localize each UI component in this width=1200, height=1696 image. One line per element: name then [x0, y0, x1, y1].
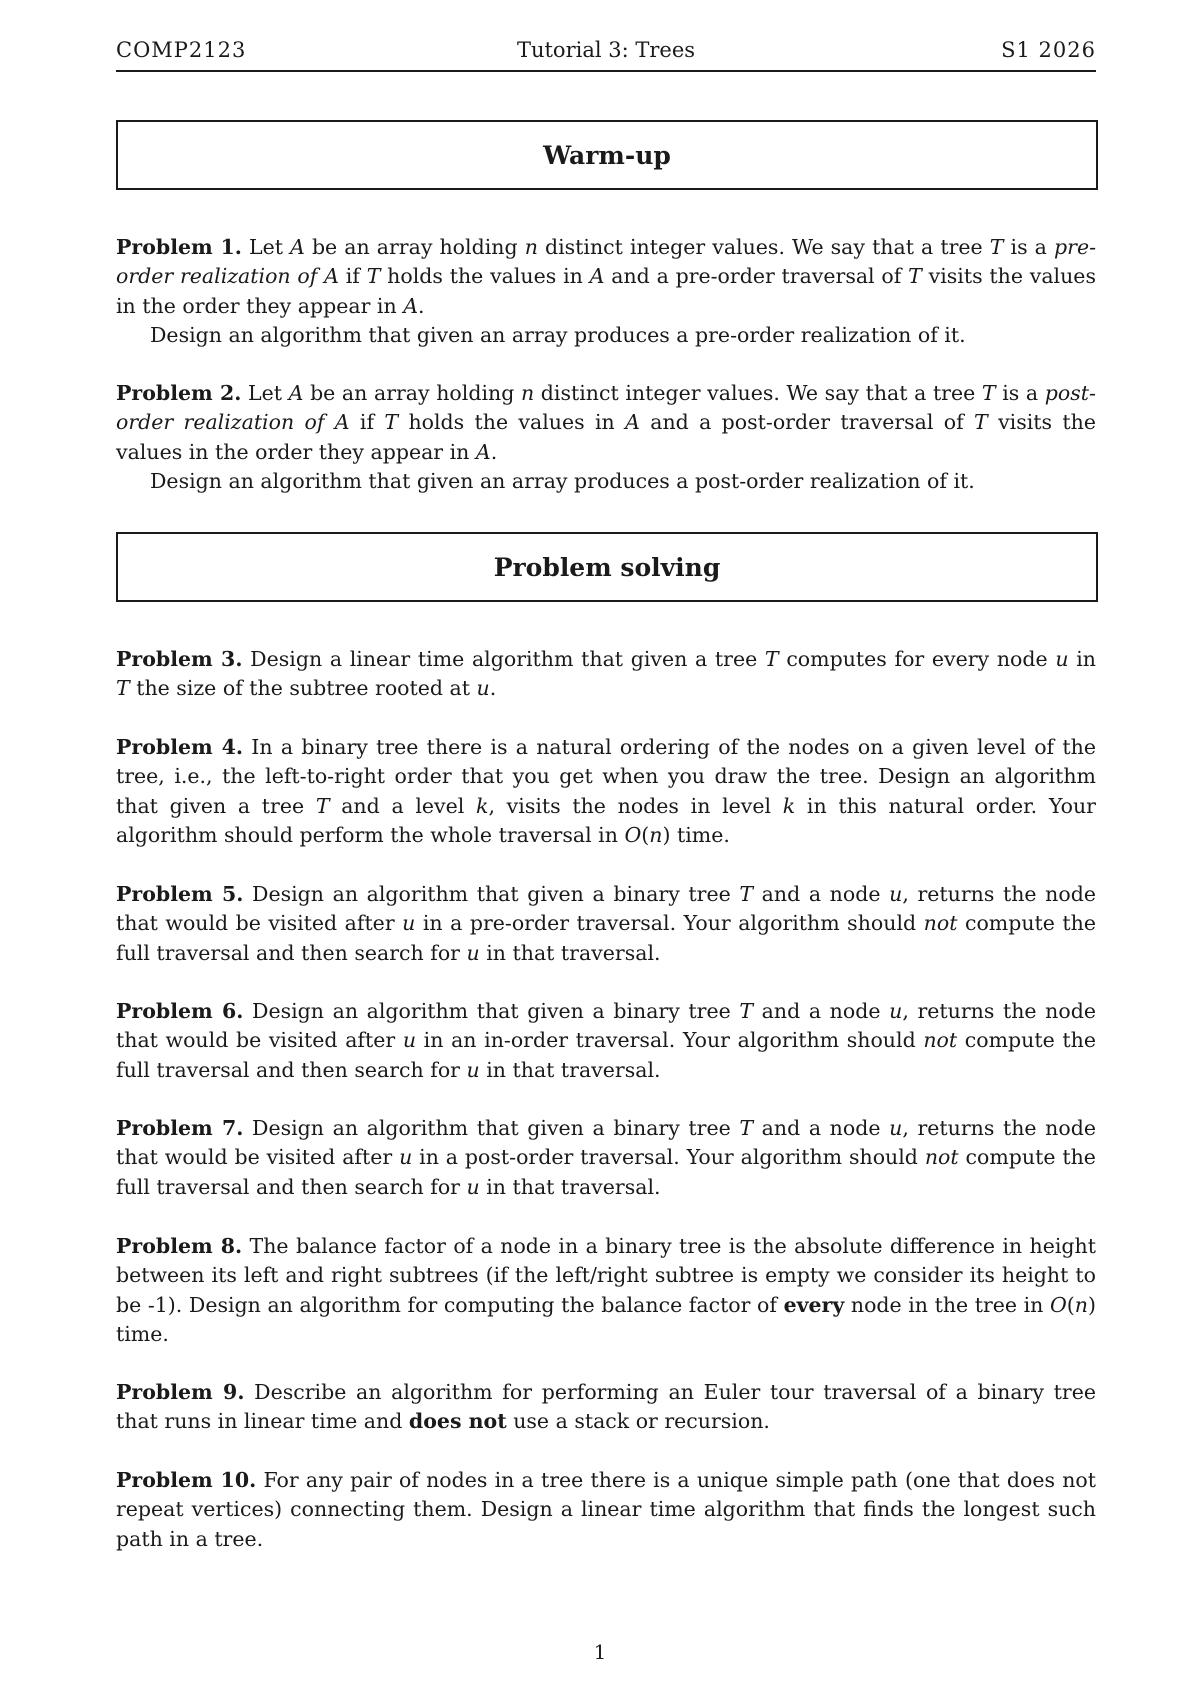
section-heading-problem-solving [116, 532, 1098, 602]
problem-9 [116, 1378, 1096, 1437]
problem-1-task: Design an algorithm that given an array produces a pre-order realization of it. [150, 322, 966, 347]
problem-6-statement: Problem 6. Design an algorithm that given a binary tree T and a node u, returns the node that would be visited after u in an in-order traversal. Your algorithm should not compute the full traversal and then search for u in that traversal. [116, 999, 1096, 1082]
header-course: COMP2123 [116, 38, 247, 62]
problem-9-label: Problem 9. [116, 1380, 245, 1404]
problem-3-label: Problem 3. [116, 647, 243, 671]
problem-7-statement: Problem 7. Design an algorithm that given a binary tree T and a node u, returns the node that would be visited after u in a post-order traversal. Your algorithm should not compute the full traversal and then search for u in that traversal. [116, 1116, 1096, 1199]
problem-2-term: post-order realization of [116, 381, 1096, 435]
header-title: Tutorial 3: Trees [516, 38, 696, 62]
problem-5 [116, 880, 1096, 968]
section-title-problem-solving: Problem solving [493, 552, 721, 582]
problem-1-term: pre-order realization of [116, 235, 1096, 289]
problem-4-statement: Problem 4. In a binary tree there is a natural ordering of the nodes on a given level of the tree, i.e., the left-to-right order that you get when you draw the tree. Design an algorithm that given a tree T and a level k, visits the nodes in level k in this natural order. Your algorithm should perform the whole traversal in O(n) time. [116, 735, 1096, 847]
problem-3 [116, 645, 1096, 704]
problem-8 [116, 1232, 1096, 1349]
problem-7 [116, 1114, 1096, 1202]
problem-8-statement: Problem 8. The balance factor of a node in a binary tree is the absolute difference in height between its left and right subtrees (if the left/right subtree is empty we consider its height to be -1). Design an algorithm for computing the balance factor of every node in the tree in O(n) time. [116, 1234, 1096, 1346]
problem-10-label: Problem 10. [116, 1468, 257, 1492]
problem-2 [116, 379, 1096, 496]
problem-9-statement: Problem 9. Describe an algorithm for performing an Euler tour traversal of a binary tree that runs in linear time and does not use a stack or recursion. [116, 1380, 1096, 1434]
problem-10-statement: Problem 10. For any pair of nodes in a tree there is a unique simple path (one that does not repeat vertices) connecting them. Design a linear time algorithm that finds the longest such path in a tree. [116, 1468, 1097, 1551]
problem-3-statement: Problem 3. Design a linear time algorithm that given a tree T computes for every node u in T the size of the subtree rooted at u. [116, 647, 1096, 701]
section-heading-warmup [116, 120, 1098, 190]
header-semester: S1 2026 [1001, 38, 1096, 62]
problem-5-statement: Problem 5. Design an algorithm that given a binary tree T and a node u, returns the node that would be visited after u in a pre-order traversal. Your algorithm should not compute the full traversal and then search for u in that traversal. [116, 882, 1096, 965]
problem-1-statement: Problem 1. Let A be an array holding n distinct integer values. We say that a tree T is a pre-order realization of A if T holds the values in A and a pre-order traversal of T visits the values in the order they appear in A. [116, 235, 1096, 318]
problem-1-label: Problem 1. [116, 235, 242, 259]
problem-1 [116, 233, 1096, 350]
problem-8-label: Problem 8. [116, 1234, 243, 1258]
problem-5-label: Problem 5. [116, 882, 244, 906]
problem-2-task: Design an algorithm that given an array produces a post-order realization of it. [150, 468, 975, 493]
problem-4 [116, 733, 1096, 850]
problem-7-label: Problem 7. [116, 1116, 244, 1140]
section-title-warmup: Warm-up [543, 140, 671, 170]
problem-6-label: Problem 6. [116, 999, 244, 1023]
problem-6 [116, 997, 1096, 1085]
running-header [116, 36, 1096, 72]
page-number: 1 [593, 1640, 607, 1664]
problem-2-statement: Problem 2. Let A be an array holding n distinct integer values. We say that a tree T is a post-order realization of A if T holds the values in A and a post-order traversal of T visits the values in the order they appear in A. [116, 381, 1096, 464]
problem-4-label: Problem 4. [116, 735, 244, 759]
problem-10 [116, 1466, 1096, 1554]
problem-2-label: Problem 2. [116, 381, 242, 405]
